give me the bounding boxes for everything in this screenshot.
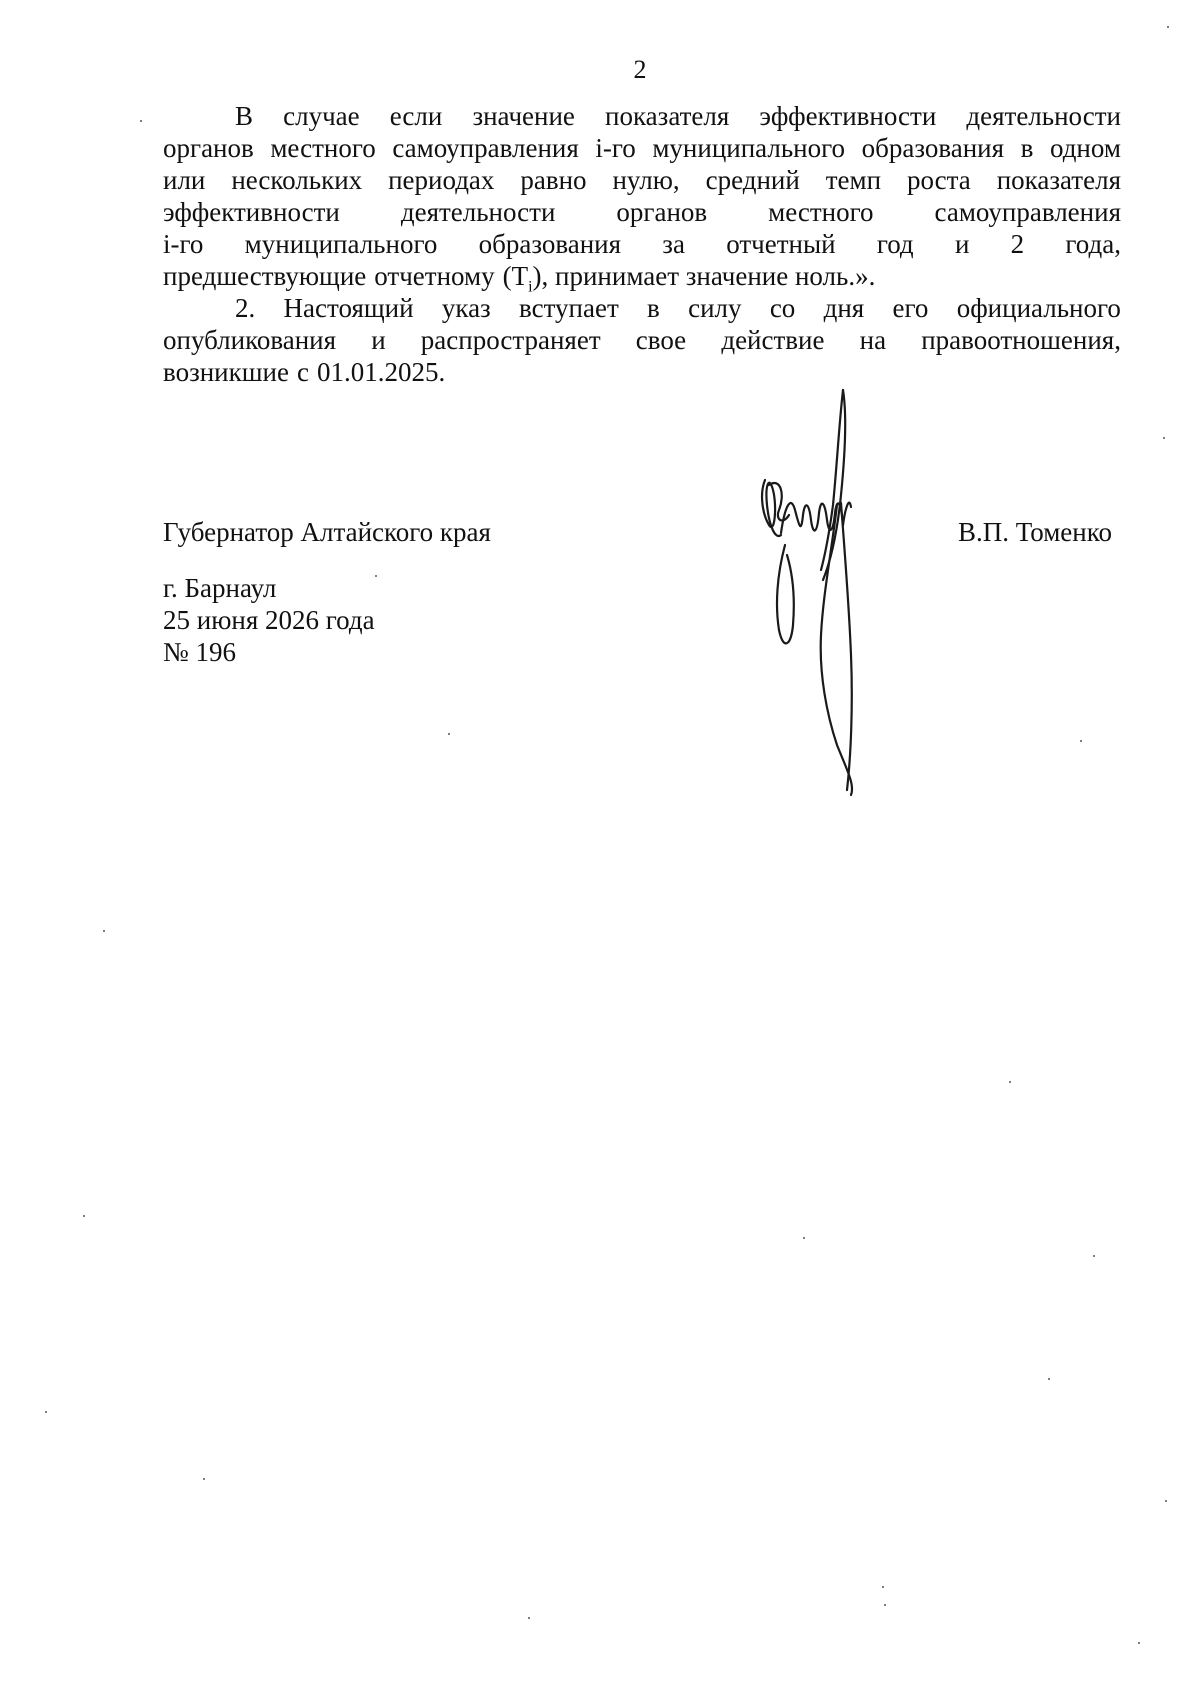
scan-speck	[884, 1604, 886, 1606]
scan-speck	[1163, 437, 1165, 439]
scan-speck	[1093, 1255, 1095, 1257]
scan-speck	[882, 1586, 884, 1588]
text-line: или нескольких периодах равно нулю, средний темп роста показателя	[163, 165, 1121, 195]
scan-speck	[103, 930, 105, 932]
text-line: предшествующие отчетному ($T_i$ ), принимает значение ноль.».	[163, 261, 876, 296]
scan-speck	[1009, 1081, 1011, 1083]
signatory-name: В.П. Томенко	[958, 517, 1112, 547]
scan-speck	[1048, 1378, 1050, 1380]
handwritten-signature	[755, 385, 930, 805]
scan-speck	[1080, 740, 1082, 742]
text-line: В случае если значение показателя эффективности деятельности	[235, 101, 1121, 131]
scan-speck	[528, 1617, 530, 1619]
scan-speck	[1167, 26, 1169, 28]
text-line: возникшие с 01.01.2025.	[163, 357, 446, 387]
text-line: опубликования и распространяет свое действие на правоотношения,	[163, 325, 1121, 355]
paragraph-2	[163, 292, 1121, 388]
paragraph-1	[163, 100, 1121, 296]
text-line: органов местного самоуправления i-го муниципального образования в одном	[163, 133, 1121, 163]
scan-speck	[83, 1215, 85, 1217]
scan-speck	[448, 733, 450, 735]
text-line: 2. Настоящий указ вступает в силу со дня его официального	[235, 293, 1121, 323]
scan-speck	[1165, 1500, 1167, 1502]
scan-speck	[203, 1478, 205, 1480]
text-line: i-го муниципального образования за отчетный год и 2 года,	[163, 229, 1121, 259]
document-number: № 196	[163, 637, 237, 667]
document-date: 25 июня 2026 года	[163, 605, 375, 635]
text-line: эффективности деятельности органов местного самоуправления	[163, 197, 1121, 227]
place: г. Барнаул	[163, 573, 277, 603]
scan-speck	[45, 1411, 47, 1413]
scan-speck	[375, 575, 377, 577]
signatory-position: Губернатор Алтайского края	[163, 517, 491, 547]
scan-speck	[140, 120, 142, 122]
page-number: 2	[633, 55, 647, 84]
scan-speck	[803, 1237, 805, 1239]
scan-speck	[1138, 1642, 1140, 1644]
